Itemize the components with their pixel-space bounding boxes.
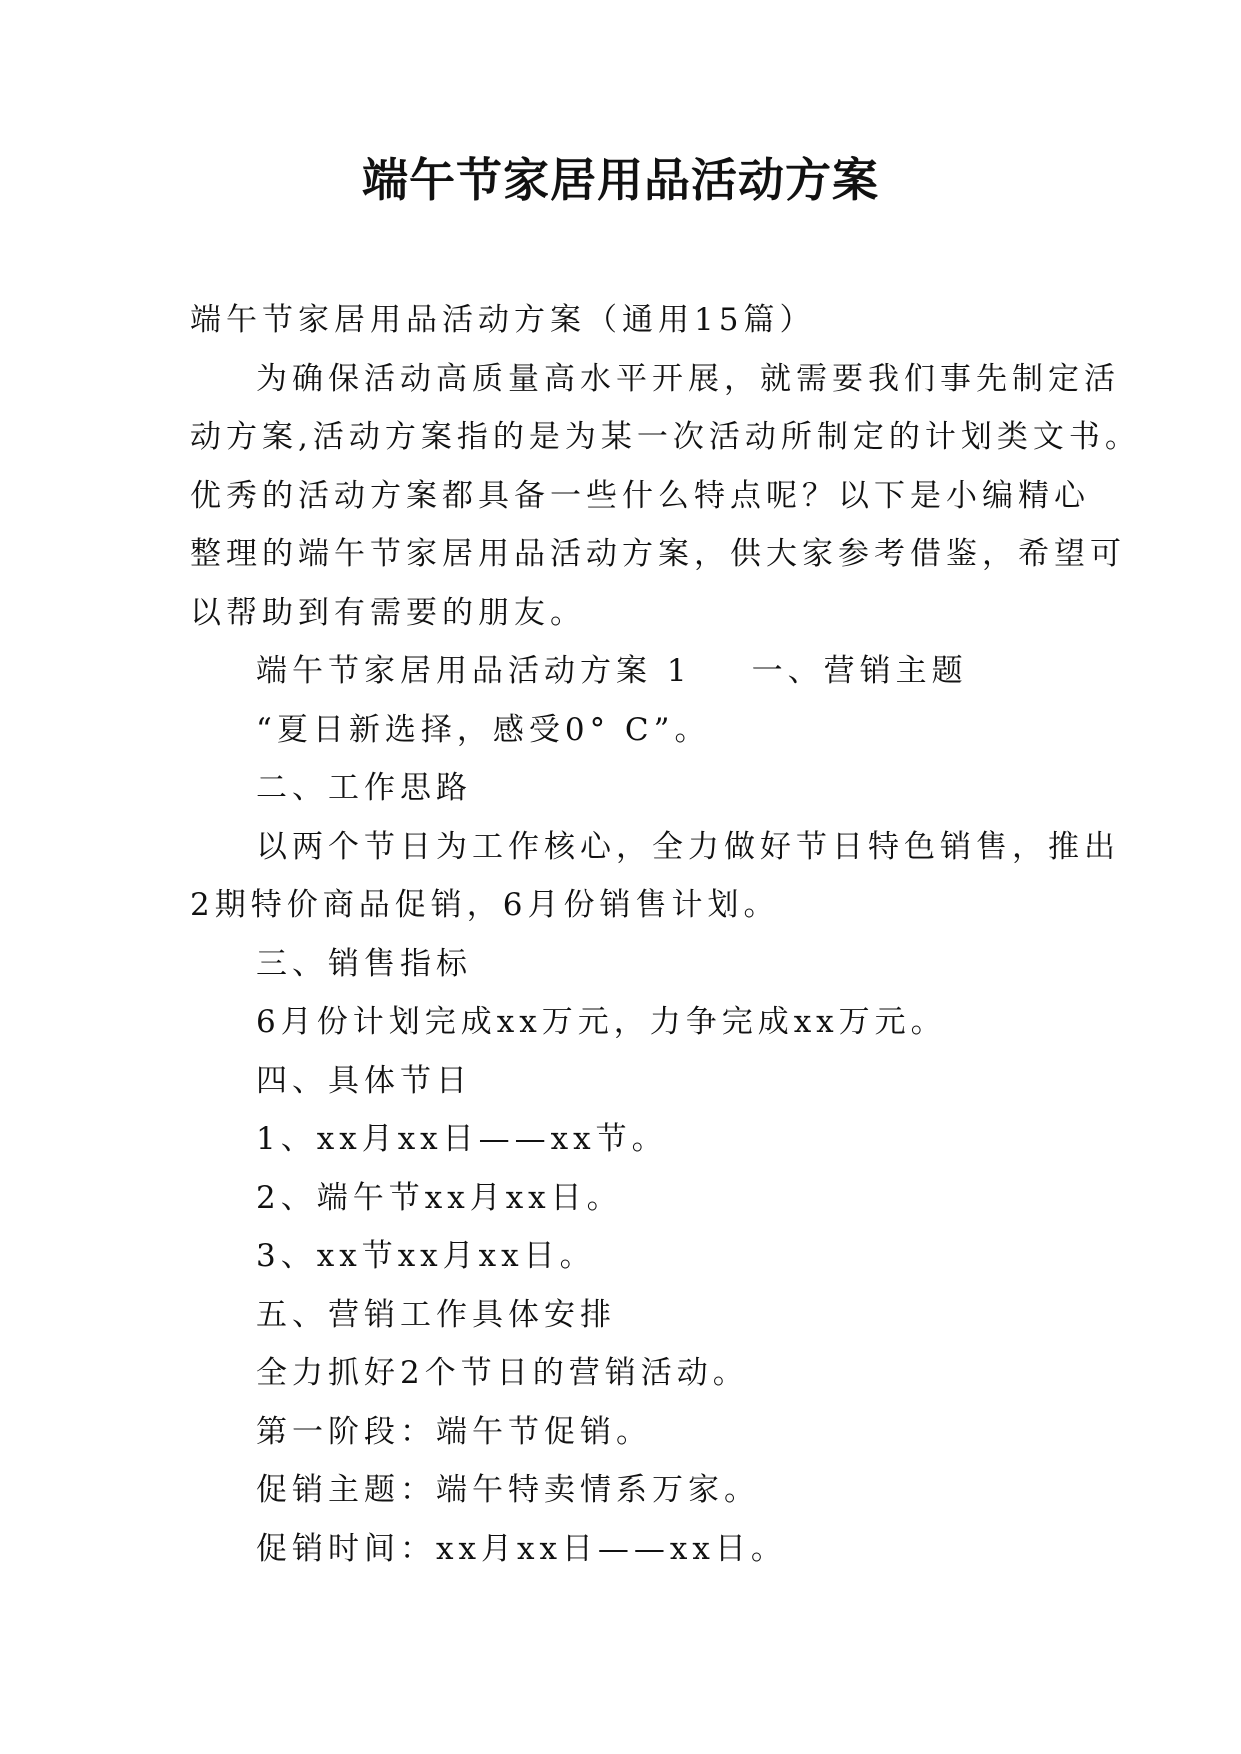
theme-text: “夏日新选择，感受0° C”。 <box>256 711 711 748</box>
holiday-item-3: 3、xx节xx月xx日。 <box>256 1238 596 1274</box>
section-heading-row <box>190 642 1060 701</box>
phase-one-text: 第一阶段：端午节促销。 <box>256 1413 652 1450</box>
arrangement-text: 全力抓好2个节日的营销活动。 <box>256 1355 749 1391</box>
intro-line-4: 整理的端午节家居用品活动方案，供大家参考借鉴，希望可 <box>190 536 1126 572</box>
marketing-theme-heading: 一、营销主题 <box>751 653 968 689</box>
intro-line-5: 以帮助到有需要的朋友。 <box>190 594 586 631</box>
intro-line-2: 动方案,活动方案指的是为某一次活动所制定的计划类文书。 <box>190 419 1141 455</box>
doc-subtitle: 端午节家居用品活动方案（通用15篇） <box>190 302 816 338</box>
document-body <box>190 291 1141 1578</box>
holiday-item-2: 2、端午节xx月xx日。 <box>256 1179 623 1216</box>
promo-time-text: 促销时间：xx月xx日——xx日。 <box>256 1530 787 1567</box>
plan-heading: 端午节家居用品活动方案 1 <box>256 653 692 689</box>
sales-target-heading: 三、销售指标 <box>256 945 472 982</box>
document-title: 端午节家居用品活动方案 <box>362 153 879 207</box>
sales-target-text: 6月份计划完成xx万元，力争完成xx万元。 <box>256 1004 947 1040</box>
work-idea-line-1: 以两个节日为工作核心，全力做好节日特色销售，推出 <box>256 828 1120 865</box>
holiday-item-1: 1、xx月xx日——xx节。 <box>256 1121 668 1157</box>
holidays-heading: 四、具体节日 <box>256 1062 472 1099</box>
intro-line-3: 优秀的活动方案都具备一些什么特点呢？以下是小编精心 <box>190 477 1090 514</box>
work-idea-line-2: 2期特价商品促销，6月份销售计划。 <box>190 887 780 923</box>
work-idea-heading: 二、工作思路 <box>256 770 472 806</box>
intro-line-1: 为确保活动高质量高水平开展，就需要我们事先制定活 <box>256 360 1120 397</box>
arrangement-heading: 五、营销工作具体安排 <box>256 1296 616 1333</box>
promo-theme-text: 促销主题：端午特卖情系万家。 <box>256 1472 760 1508</box>
